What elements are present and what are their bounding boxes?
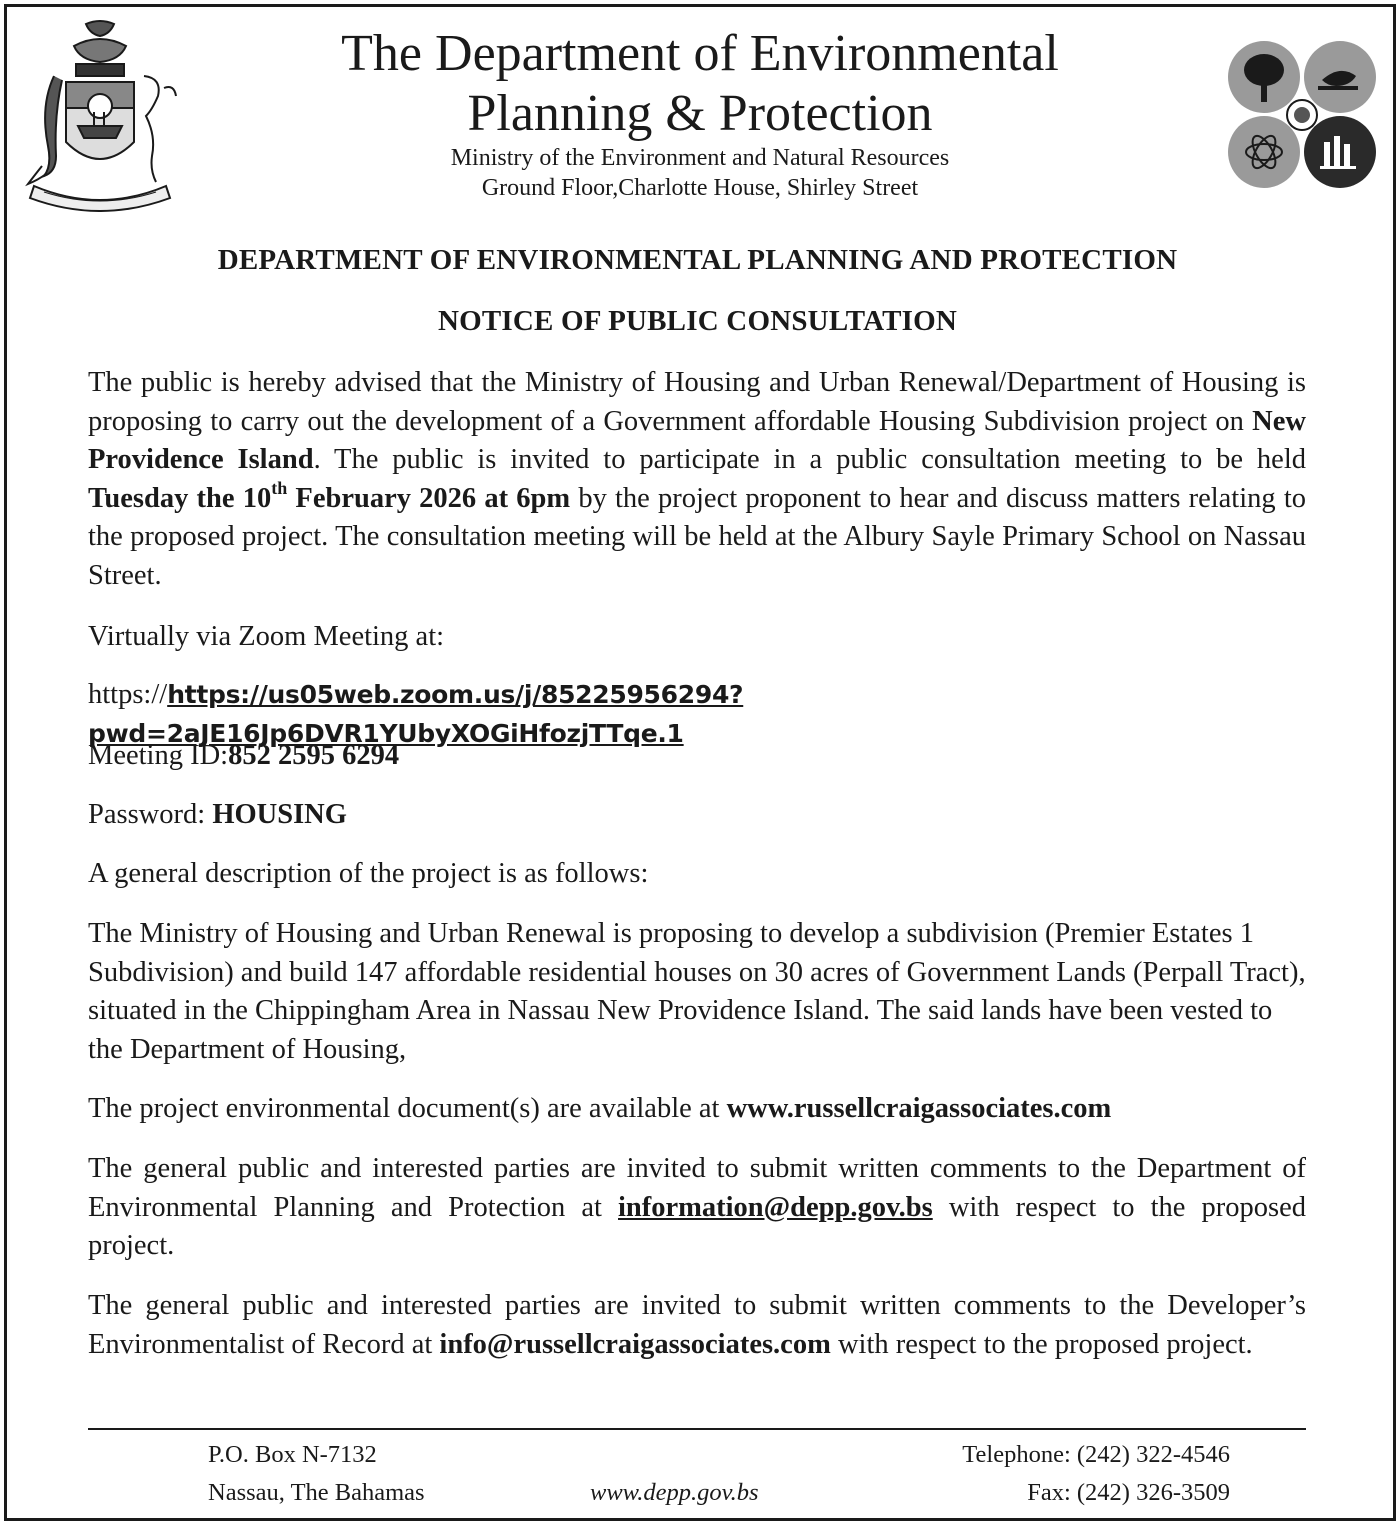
coat-of-arms-icon — [14, 16, 186, 212]
zoom-link-line: https://https://us05web.zoom.us/j/85225956294?pwd=2aJE16Jp6DVR1YUbyXOGiHfozjTTqe.1 — [88, 679, 744, 748]
notice-heading-title: NOTICE OF PUBLIC CONSULTATION — [437, 305, 958, 337]
meeting-password: HOUSING — [212, 799, 347, 830]
department-logo-icon — [1226, 40, 1380, 190]
meeting-id: 852 2595 6294 — [228, 740, 400, 771]
footer-telephone: Telephone: (242) 322-4546 — [962, 1441, 1230, 1468]
description-intro: A general description of the project is as follows: — [88, 858, 649, 889]
footer-po-box: P.O. Box N-7132 — [208, 1441, 377, 1468]
notice-heading-department: DEPARTMENT OF ENVIRONMENTAL PLANNING AND PROTECTION — [217, 244, 1178, 276]
island-name: New Providence Island — [88, 405, 1306, 476]
zoom-link[interactable]: https://us05web.zoom.us/j/85225956294?pwd=2aJE16Jp6DVR1YUbyXOGiHfozjTTqe.1 — [88, 680, 744, 748]
department-title-line1: The Department of Environmental — [341, 25, 1059, 82]
documents-link[interactable]: www.russellcraigassociates.com — [726, 1093, 1112, 1124]
ministry-name: Ministry of the Environment and Natural Resources — [450, 145, 950, 171]
footer-fax: Fax: (242) 326-3509 — [1027, 1479, 1230, 1506]
comments-developer-paragraph: The general public and interested parties are invited to submit written comments to the Developer’s Environmentalist of Record at info@russellcraigassociates.com with respect to the proposed project. — [88, 1290, 1306, 1360]
department-title-line2: Planning & Protection — [467, 85, 933, 142]
footer-city: Nassau, The Bahamas — [208, 1479, 425, 1506]
intro-paragraph: The public is hereby advised that the Ministry of Housing and Urban Renewal/Department of Housing is proposing to carry out the development of a Government affordable Housing Subdivision project on New Providence Island. The public is invited to participate in a public consultation meeting to be held Tuesday the 10th February 2026 at 6pm by the project proponent to hear and discuss matters relating to the proposed project. The consultation meeting will be held at the Albury Sayle Primary School on Nassau Street. — [88, 367, 1306, 591]
project-description: The Ministry of Housing and Urban Renewal is proposing to develop a subdivision (Premier Estates 1 Subdivision) and build 147 affordable residential houses on 30 acres of Government Lands (Perpall Tract), situated in the Chippingham Area in Nassau New Providence Island. The said lands have been vested to the Department of Housing, — [88, 918, 1306, 1065]
developer-email-link[interactable]: info@russellcraigassociates.com — [439, 1328, 831, 1360]
office-address: Ground Floor,Charlotte House, Shirley Street — [481, 175, 919, 201]
meeting-date: Tuesday the 10th February 2026 at 6pm — [88, 478, 571, 514]
documents-line: The project environmental document(s) are available at www.russellcraigassociates.com — [88, 1093, 1112, 1124]
comments-depp-paragraph: The general public and interested parties are invited to submit written comments to the Department of Environmental Planning and Protection at information@depp.gov.bs with respect to the proposed project. — [88, 1153, 1306, 1262]
footer-website-link[interactable]: www.depp.gov.bs — [590, 1479, 759, 1506]
footer-divider — [88, 1428, 1306, 1430]
password-line: Password: HOUSING — [88, 799, 347, 830]
zoom-label: Virtually via Zoom Meeting at: — [88, 621, 445, 652]
meeting-id-line: Meeting ID:852 2595 6294 — [88, 740, 400, 771]
depp-email-link[interactable]: information@depp.gov.bs — [618, 1191, 933, 1223]
